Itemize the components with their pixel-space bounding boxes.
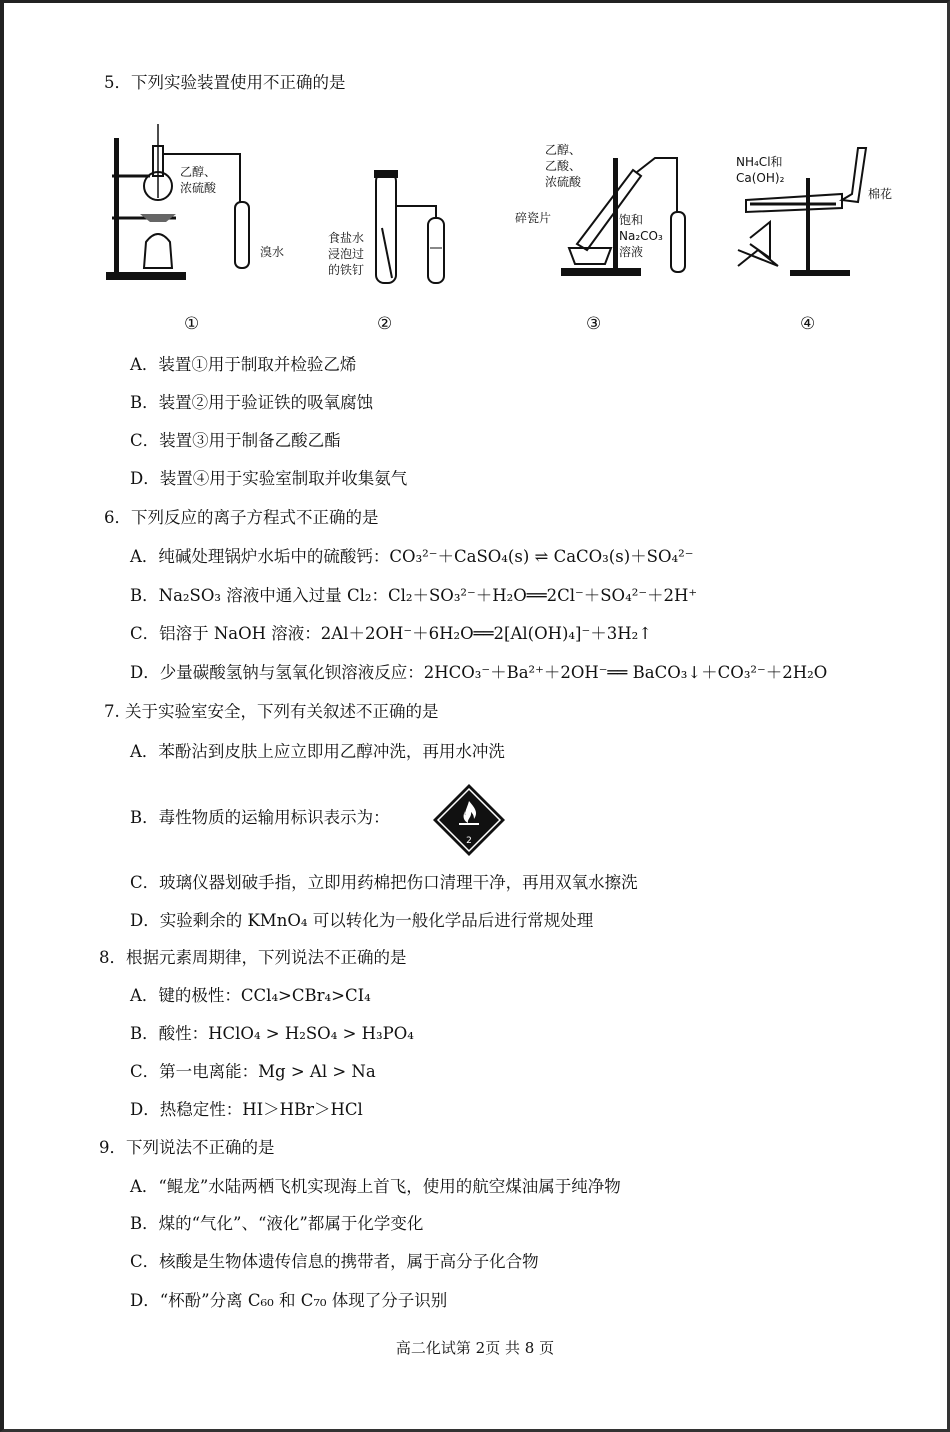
q6-option-a: A．纯碱处理锅炉水垢中的硫酸钙：CO₃²⁻＋CaSO₄(s) ⇌ CaCO₃(s)＋SO₄²⁻ bbox=[130, 547, 694, 566]
apparatus-1-number: ① bbox=[184, 314, 200, 334]
apparatus-1-label-3: 溴水 bbox=[260, 245, 285, 259]
apparatus-4 bbox=[730, 118, 910, 292]
apparatus-2-label-2: 浸泡过 bbox=[328, 247, 365, 261]
q5-stem: 5．下列实验装置使用不正确的是 bbox=[104, 73, 346, 92]
apparatus-2-label-3: 的铁钉 bbox=[328, 263, 365, 277]
apparatus-1-label-1: 乙醇、 bbox=[180, 165, 217, 179]
apparatus-2-number: ② bbox=[377, 314, 393, 334]
q8-option-c: C．第一电离能：Mg > Al > Na bbox=[130, 1062, 376, 1081]
hazard-class-number: 2 bbox=[466, 836, 472, 846]
q8-option-a: A．键的极性：CCl₄>CBr₄>CI₄ bbox=[130, 986, 371, 1005]
q5-option-c: C．装置③用于制备乙酸乙酯 bbox=[130, 431, 341, 450]
apparatus-1-label-2: 浓硫酸 bbox=[180, 181, 217, 195]
q9-option-c: C．核酸是生物体遗传信息的携带者，属于高分子化合物 bbox=[130, 1252, 539, 1271]
q6-option-c: C．铝溶于 NaOH 溶液：2Al＋2OH⁻＋6H₂O══2[Al(OH)₄]⁻＋3H₂↑ bbox=[130, 624, 653, 643]
q8-stem: 8．根据元素周期律，下列说法不正确的是 bbox=[99, 948, 407, 967]
apparatus-3-label-3: 浓硫酸 bbox=[545, 175, 582, 189]
q9-option-b: B．煤的“气化”、“液化”都属于化学变化 bbox=[130, 1214, 424, 1233]
apparatus-4-number: ④ bbox=[800, 314, 816, 334]
q7-option-a: A．苯酚沾到皮肤上应立即用乙醇冲洗，再用水冲洗 bbox=[130, 742, 505, 761]
page-footer: 高二化试第 2页 共 8 页 bbox=[395, 1339, 555, 1357]
apparatus-1 bbox=[100, 118, 300, 292]
apparatus-3-label-2: 乙酸、 bbox=[545, 159, 582, 173]
apparatus-4-label-1: NH₄Cl和 bbox=[736, 155, 783, 169]
apparatus-2 bbox=[320, 118, 460, 292]
q6-stem: 6．下列反应的离子方程式不正确的是 bbox=[104, 508, 379, 527]
q5-option-a: A．装置①用于制取并检验乙烯 bbox=[130, 355, 357, 374]
apparatus-4-label-3: 棉花 bbox=[868, 187, 893, 201]
q5-option-b: B．装置②用于验证铁的吸氧腐蚀 bbox=[130, 393, 374, 412]
apparatus-3-number: ③ bbox=[586, 314, 602, 334]
apparatus-2-label-1: 食盐水 bbox=[328, 231, 365, 245]
q7-option-b: B．毒性物质的运输用标识表示为： bbox=[130, 808, 390, 827]
q6-option-b: B．Na₂SO₃ 溶液中通入过量 Cl₂：Cl₂＋SO₃²⁻＋H₂O══2Cl⁻＋SO₄²⁻＋2H⁺ bbox=[130, 586, 698, 605]
q9-option-d: D．“杯酚”分离 C₆₀ 和 C₇₀ 体现了分子识别 bbox=[130, 1291, 448, 1310]
q6-option-d: D．少量碳酸氢钠与氢氧化钡溶液反应：2HCO₃⁻＋Ba²⁺＋2OH⁻══ BaCO₃↓＋CO₃²⁻＋2H₂O bbox=[130, 663, 828, 682]
q8-option-b: B．酸性：HClO₄ > H₂SO₄ > H₃PO₄ bbox=[130, 1024, 414, 1043]
q9-option-a: A．“鲲龙”水陆两栖飞机实现海上首飞，使用的航空煤油属于纯净物 bbox=[130, 1177, 621, 1196]
apparatus-3-label-7: 溶液 bbox=[619, 245, 644, 259]
apparatus-3-label-4: 碎瓷片 bbox=[515, 211, 552, 225]
apparatus-3 bbox=[515, 118, 705, 292]
flammable-gas-hazard-icon bbox=[432, 783, 506, 861]
apparatus-3-label-1: 乙醇、 bbox=[545, 143, 582, 157]
q5-option-d: D．装置④用于实验室制取并收集氨气 bbox=[130, 469, 408, 488]
apparatus-3-label-5: 饱和 bbox=[619, 213, 644, 227]
q7-stem: 7. 关于实验室安全，下列有关叙述不正确的是 bbox=[104, 702, 439, 721]
q8-option-d: D．热稳定性：HI＞HBr＞HCl bbox=[130, 1100, 363, 1119]
q7-option-d: D．实验剩余的 KMnO₄ 可以转化为一般化学品后进行常规处理 bbox=[130, 911, 594, 930]
apparatus-3-label-6: Na₂CO₃ bbox=[619, 229, 663, 243]
q9-stem: 9．下列说法不正确的是 bbox=[99, 1138, 275, 1157]
apparatus-4-label-2: Ca(OH)₂ bbox=[736, 171, 785, 185]
q7-option-c: C．玻璃仪器划破手指，立即用药棉把伤口清理干净，再用双氧水擦洗 bbox=[130, 873, 638, 892]
